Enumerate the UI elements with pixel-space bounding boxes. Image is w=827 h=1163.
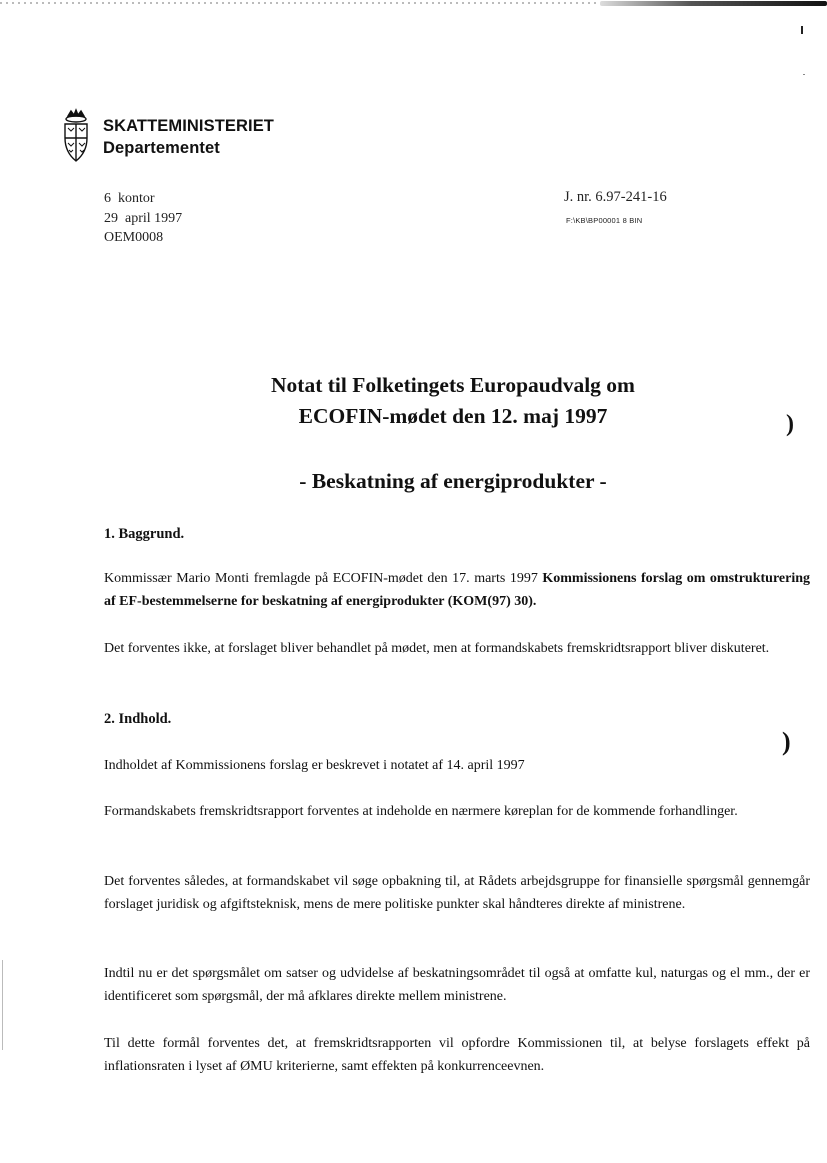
file-reference: F:\KB\BP00001 8 BIN xyxy=(566,216,643,225)
document-meta xyxy=(104,189,182,248)
paragraph: Indtil nu er det spørgsmålet om satser og udvidelse af beskatningsområdet til også at omfatte kul, naturgas og el mm., der er identificeret som spørgsmål, der må afklares direkte mellem ministrene. xyxy=(104,966,810,1004)
royal-crest-icon xyxy=(60,108,92,164)
office-label: 6 kontor xyxy=(104,191,155,206)
paragraph: Det forventes ikke, at forslaget bliver behandlet på mødet, men at formandskabets fremskridtsrapport bliver diskuteret. xyxy=(104,641,770,656)
paragraph: Det forventes således, at formandskabet vil søge opbakning til, at Rådets arbejdsgruppe for finansielle spørgsmål gennemgår forslaget juridisk og afgiftsteknisk, mens de mere politiske punkter skal håndteres direkte af ministrene. xyxy=(104,874,810,912)
paragraph: Indholdet af Kommissionens forslag er beskrevet i notatet af 14. april 1997 xyxy=(104,758,525,773)
paragraph: Formandskabets fremskridtsrapport forventes at indeholde en nærmere køreplan for de kommende forhandlinger. xyxy=(104,804,738,819)
document-date: 29 april 1997 xyxy=(104,210,183,226)
paragraph xyxy=(104,567,810,613)
section-heading-indhold: 2. Indhold. xyxy=(104,711,172,727)
scan-edge-artifact xyxy=(0,0,827,7)
document-subtitle: - Beskatning af energiprodukter - xyxy=(299,469,607,493)
section-heading-baggrund: 1. Baggrund. xyxy=(104,526,185,542)
scan-mark xyxy=(801,26,803,34)
punch-mark: ) xyxy=(782,727,791,756)
title-line-1: Notat til Folketingets Europaudvalg om xyxy=(271,373,635,397)
department-name: Departementet xyxy=(103,139,220,157)
journal-number: J. nr. 6.97-241-16 xyxy=(564,189,667,205)
ministry-name: SKATTEMINISTERIET xyxy=(103,117,274,135)
punch-mark: ) xyxy=(786,411,794,437)
document-code: OEM0008 xyxy=(104,230,164,245)
title-line-2: ECOFIN-mødet den 12. maj 1997 xyxy=(298,404,608,428)
paragraph-text: Kommissær Mario Monti fremlagde på ECOFIN-mødet den 17. marts 1997 xyxy=(104,571,543,586)
scan-speck xyxy=(803,74,805,75)
paragraph-bold-text: Kommissionens forslag om omstrukturering af EF-bestemmelserne for beskatning af energiprodukter (KOM(97) 30). xyxy=(104,571,811,609)
ministry-block xyxy=(103,115,274,159)
scan-side-line xyxy=(2,960,3,1050)
paragraph: Til dette formål forventes det, at fremskridtsrapporten vil opfordre Kommissionen til, at belyse forslagets effekt på inflationsraten i lyset af ØMU kriterierne, samt effekten på konkurrenceevnen. xyxy=(104,1036,810,1074)
document-title xyxy=(0,370,827,432)
